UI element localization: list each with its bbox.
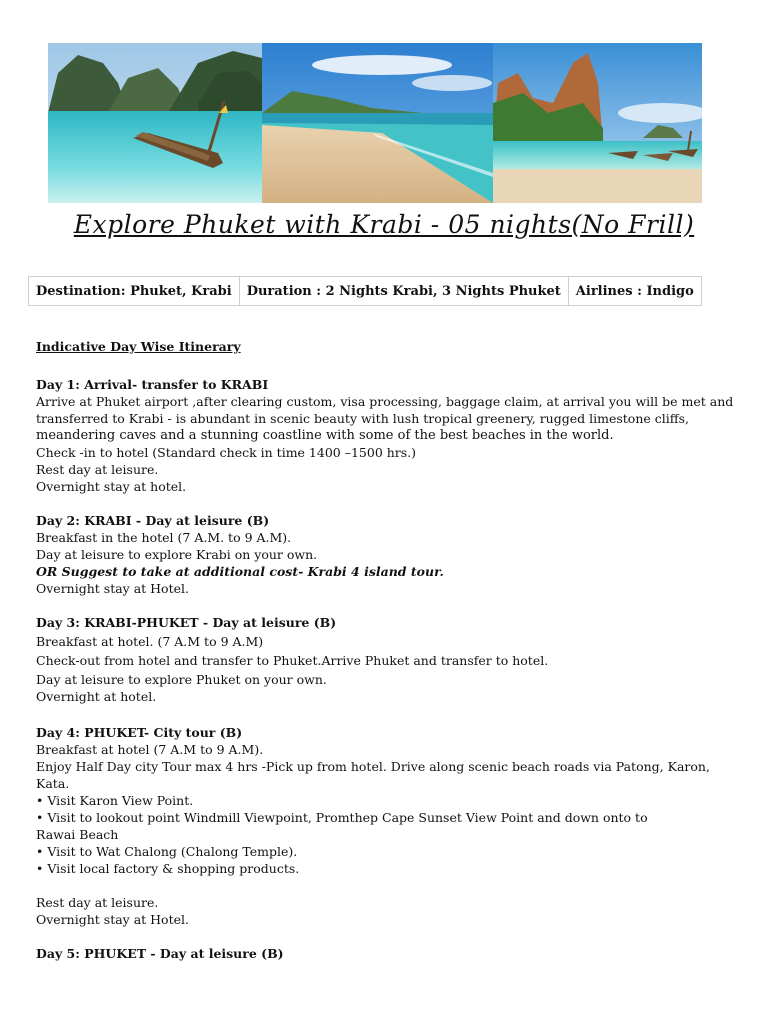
day4-line: • Visit Karon View Point.: [36, 793, 194, 808]
day4-line: • Visit to Wat Chalong (Chalong Temple).: [36, 844, 298, 859]
destination-cell: Destination: Phuket, Krabi: [29, 277, 240, 306]
day4-title: Day 4: PHUKET- City tour (B): [36, 725, 243, 740]
day1-line: Arrive at Phuket airport ,after clearing custom, visa processing, baggage claim, at arrival you will be met and: [36, 394, 734, 409]
photo-sandy-beach: [262, 43, 493, 203]
day4-line: Rawai Beach: [36, 827, 119, 842]
day3-title: Day 3: KRABI-PHUKET - Day at leisure (B): [36, 615, 337, 630]
airlines-cell: Airlines : Indigo: [568, 277, 701, 306]
day1-title: Day 1: Arrival- transfer to KRABI: [36, 377, 269, 392]
day3-line: Overnight at hotel.: [36, 689, 157, 704]
day1-line: Check -in to hotel (Standard check in time 1400 –1500 hrs.): [36, 445, 417, 460]
day3-line: Day at leisure to explore Phuket on your own.: [36, 672, 327, 687]
day4-line: • Visit local factory & shopping products.: [36, 861, 300, 876]
day4-line: Enjoy Half Day city Tour max 4 hrs -Pick up from hotel. Drive along scenic beach roads via Patong, Karon, Kata.: [36, 759, 710, 791]
day4-line: Breakfast at hotel (7 A.M to 9 A.M).: [36, 742, 264, 757]
itinerary: [36, 338, 736, 962]
photo-karst-island-boats: [493, 43, 702, 203]
duration-cell: Duration : 2 Nights Krabi, 3 Nights Phuket: [239, 277, 568, 306]
photo-lagoon-longtail-boat: [48, 43, 262, 203]
page-title: Explore Phuket with Krabi - 05 nights(No Frill): [73, 210, 695, 239]
day2-line: Day at leisure to explore Krabi on your own.: [36, 547, 318, 562]
day2-title: Day 2: KRABI - Day at leisure (B): [36, 513, 270, 528]
day1-line: Rest day at leisure.: [36, 462, 159, 477]
day4-line: • Visit to lookout point Windmill Viewpoint, Promthep Cape Sunset View Point and down onto to: [36, 810, 648, 825]
day4-line: Overnight stay at Hotel.: [36, 912, 189, 927]
day2-optional-tour: OR Suggest to take at additional cost- Krabi 4 island tour.: [36, 564, 444, 579]
day1-line: meandering caves and a stunning coastline with some of the best beaches in the world.: [36, 428, 614, 443]
day3-line: Breakfast at hotel. (7 A.M to 9 A.M): [36, 634, 264, 649]
day1-line: Overnight stay at hotel.: [36, 479, 187, 494]
day2-line: Overnight stay at Hotel.: [36, 581, 189, 596]
itinerary-heading: Indicative Day Wise Itinerary: [36, 339, 241, 354]
day1-line: transferred to Krabi - is abundant in scenic beauty with lush tropical greenery, rugged limestone cliffs,: [36, 411, 690, 426]
trip-info-row: [29, 277, 702, 306]
day4-line: Rest day at leisure.: [36, 895, 159, 910]
day3-line: Check-out from hotel and transfer to Phuket.Arrive Phuket and transfer to hotel.: [36, 653, 549, 668]
trip-info-table: [28, 276, 702, 306]
day2-line: Breakfast in the hotel (7 A.M. to 9 A.M).: [36, 530, 292, 545]
banner-photo-strip: [48, 43, 702, 203]
day5-title: Day 5: PHUKET - Day at leisure (B): [36, 946, 284, 961]
